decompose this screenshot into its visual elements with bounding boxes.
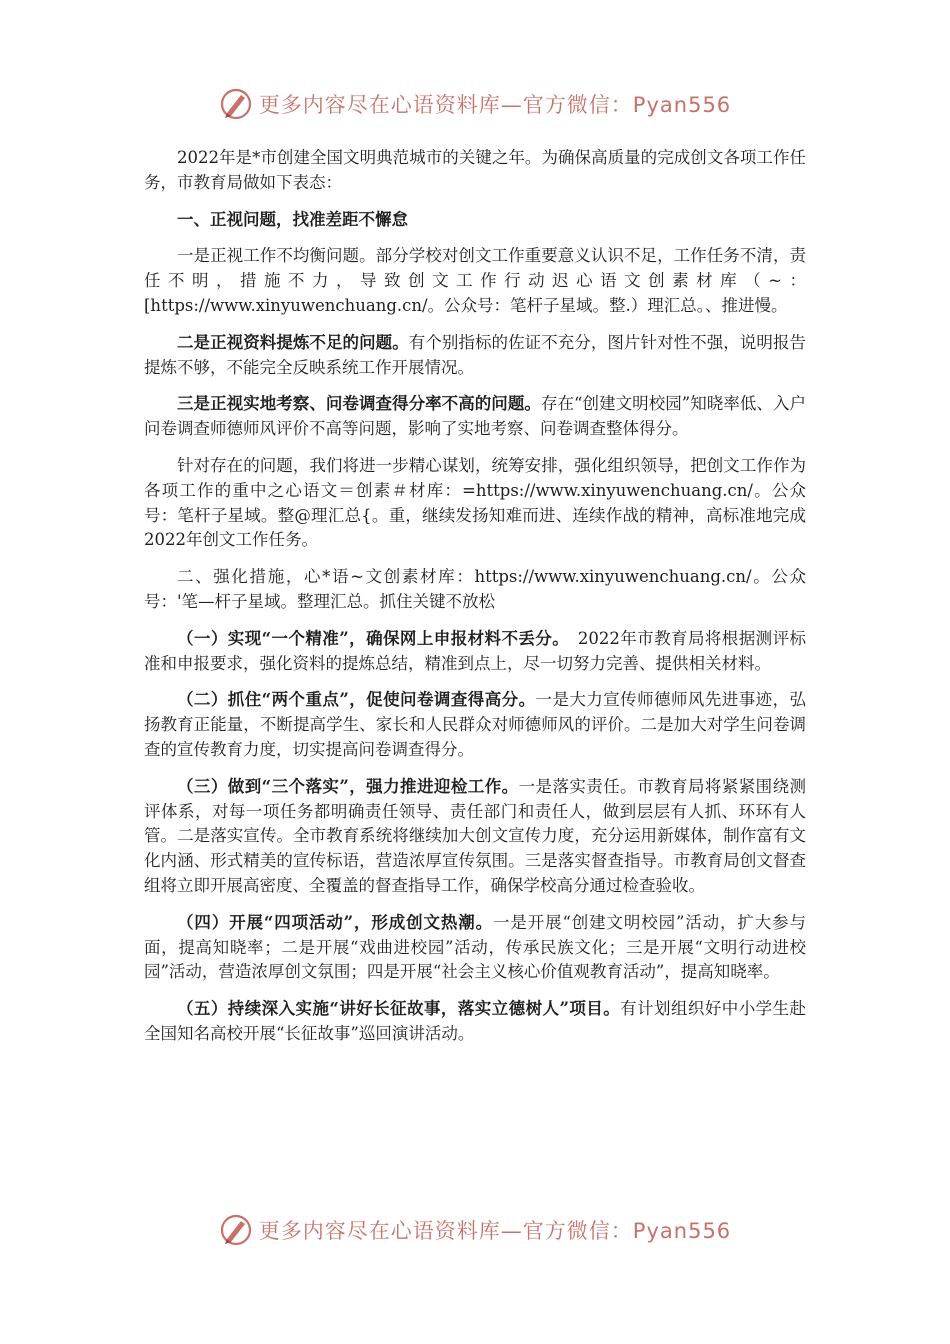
header-banner [0, 84, 950, 124]
subsection-4 [144, 911, 806, 985]
paragraph-3-body: 存在“创建文明校园”知晓率低、入户问卷调查师德师风评价不高等问题，影响了实地考察、问卷调查整体得分。 [144, 394, 807, 439]
intro-paragraph: 2022年是*市创建全国文明典范城市的关键之年。为确保高质量的完成创文各项工作任务，市教育局做如下表态： [144, 148, 806, 192]
paragraph-2 [144, 331, 806, 381]
document-body [144, 146, 806, 1059]
section-heading-1: 一、正视问题，找准差距不懈怠 [177, 209, 408, 229]
paragraph-2-lead: 二是正视资料提炼不足的问题。 [177, 332, 409, 352]
footer-banner [0, 1210, 950, 1250]
subsection-2-title: （二）抓住“两个重点”，促使问卷调查得高分。 [177, 690, 536, 710]
subsection-1-body: 2022年市教育局将根据测评标准和申报要求，强化资料的提炼总结，精准到点上，尽一切努力完善、提供相关材料。 [144, 628, 807, 673]
subsection-5 [144, 997, 806, 1047]
subsection-5-body: 有计划组织好中小学生赴全国知名高校开展“长征故事”巡回演讲活动。 [144, 999, 807, 1043]
pen-logo-icon [219, 87, 253, 121]
subsection-1-title: （一）实现“一个精准”，确保网上申报材料不丢分。 [177, 628, 561, 648]
banner-text: 更多内容尽在心语资料库—官方微信：Pyan556 [258, 93, 732, 117]
paragraph-3-lead: 三是正视实地考察、问卷调查得分率不高的问题。 [177, 394, 541, 414]
paragraph-4: 针对存在的问题，我们将进一步精心谋划，统筹安排，强化组织领导，把创文工作作为各项工作的重中之心语文＝创素＃材库：=https://www.xinyuwenchuang.cn/。公众号：笔杆子星域。整@理汇总{。重，继续发扬知难而进、连续作战的精神，高标准地完成2022年创文工作任务。 [144, 455, 806, 550]
paragraph-2-body: 有个别指标的佐证不充分，图片针对性不强，说明报告提炼不够，不能完全反映系统工作开展情况。 [144, 332, 807, 377]
subsection-2-body: 一是大力宣传师德师风先进事迹，弘扬教育正能量，不断提高学生、家长和人民群众对师德师风的评价。二是加大对学生问卷调查的宣传教育力度，切实提高问卷调查得分。 [144, 690, 807, 759]
paragraph-1: 一是正视工作不均衡问题。部分学校对创文工作重要意义认识不足，工作任务不清，责任不明，措施不力，导致创文工作行动迟心语文创素材库（~：[https://www.xinyuwenchuang.cn/。公众号：笔杆子星域。整.）理汇总。、推进慢。 [144, 246, 806, 315]
subsection-4-body: 一是开展“创建文明校园”活动，扩大参与面，提高知晓率；二是开展“戏曲进校园”活动，传承民族文化；三是开展“文明行动进校园”活动，营造浓厚创文氛围；四是开展“社会主义核心价值观教育活动”，提高知晓率。 [144, 912, 807, 982]
subsection-5-title: （五）持续深入实施“讲好长征故事，落实立德树人”项目。 [177, 999, 621, 1019]
paragraph-3 [144, 392, 806, 442]
banner-text: 更多内容尽在心语资料库—官方微信：Pyan556 [258, 1219, 732, 1243]
subsection-1 [144, 627, 806, 677]
subsection-3-title: （三）做到“三个落实”，强力推进迎检工作。 [177, 776, 519, 796]
subsection-3 [144, 775, 806, 899]
section-heading-2: 二、强化措施，心*语~文创素材库：https://www.xinyuwenchuang.cn/。公众号：'笔—杆子星域。整理汇总。抓住关键不放松 [144, 567, 806, 611]
subsection-2 [144, 688, 806, 762]
subsection-4-title: （四）开展“四项活动”，形成创文热潮。 [177, 912, 493, 932]
pen-logo-icon [219, 1213, 253, 1247]
subsection-3-body: 一是落实责任。市教育局将紧紧围绕测评体系，对每一项任务都明确责任领导、责任部门和责任人，做到层层有人抓、环环有人管。二是落实宣传。全市教育系统将继续加大创文宣传力度，充分运用新媒体，制作富有文化内涵、形式精美的宣传标语，营造浓厚宣传氛围。三是落实督查指导。市教育局创文督查组将立即开展高密度、全覆盖的督查指导工作，确保学校高分通过检查验收。 [144, 776, 807, 895]
